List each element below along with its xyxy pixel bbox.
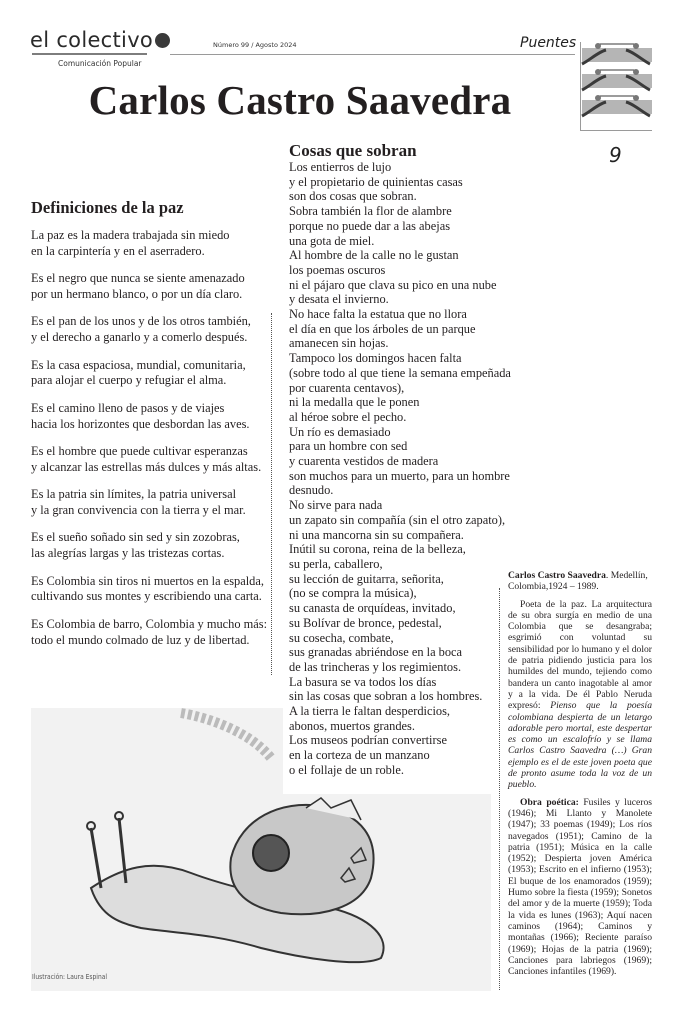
logo-underline	[32, 53, 147, 55]
poem-line: Es el camino lleno de pasos y de viajes	[31, 400, 225, 415]
poem-title-cosas: Cosas que sobran	[289, 141, 417, 160]
poem-line: son muchos para un muerto, para un hombre	[289, 468, 510, 483]
poem-line: (sobre todo al que tiene la semana empeñada	[289, 365, 511, 380]
poem-line: un zapato sin compañía (sin el otro zapato),	[289, 512, 506, 527]
poem-line: sus granadas abriéndose en la boca	[289, 645, 463, 660]
bio-works-paragraph	[508, 797, 652, 978]
poem-line: el día en que los árboles de un parque	[289, 321, 476, 336]
poem-line: Los entierros de lujo	[289, 160, 392, 174]
poem-line: Es el pan de los unos y de los otros también,	[31, 314, 251, 329]
logo-text: el colectivo	[30, 28, 154, 52]
poem-line: amanecen sin hojas.	[289, 336, 389, 351]
poem-line: para alojar el cuerpo y refugiar el alma.	[31, 373, 227, 388]
stanza	[31, 401, 271, 432]
poem-line: son dos cosas que sobran.	[289, 189, 417, 204]
poem-line: y el derecho a ganarlo y a comerlo después.	[31, 330, 248, 345]
stanza	[31, 617, 271, 648]
bio-works-label: Obra poética:	[520, 796, 579, 808]
poem-line: y cuarenta vestidos de madera	[289, 454, 439, 469]
poem-cosas-body	[289, 160, 514, 778]
poem-line: por un hermano blanco, o por un día claro.	[31, 286, 243, 301]
poem-line: Tampoco los domingos hacen falta	[289, 351, 462, 366]
poem-line: por cuarenta centavos),	[289, 380, 405, 395]
page-number: 9	[609, 143, 622, 167]
bridge-icon	[582, 43, 652, 64]
poem-line: (no se compra la música),	[289, 586, 417, 601]
poem-line: A la tierra le faltan desperdicios,	[289, 704, 451, 719]
bio-intro-paragraph	[508, 599, 652, 791]
poem-line: ni una mancorna sin su compañera.	[289, 527, 464, 542]
poem-line: y desata el invierno.	[289, 292, 389, 307]
illustration-credit: Ilustración: Laura Espinal	[32, 973, 108, 981]
poem-line: su Bolívar de bronce, pedestal,	[289, 615, 442, 630]
section-name: Puentes	[520, 35, 577, 51]
poem-line: cultivando sus montes y escribiendo una carta.	[31, 589, 262, 604]
poem-line: La basura se va todos los días	[289, 674, 437, 689]
poem-line: Es el negro que nunca se siente amenazado	[31, 271, 245, 286]
poem-line: La paz es la madera trabajada sin miedo	[31, 228, 230, 242]
bio-quote: Pienso que la poesía colombiana despierta de un letargo adorable pero mortal, este despertar es como un escalofrío y se llama Carlos Castro Saavedra (…) Gran ejemplo es el de este joven poeta que de pronto asume toda la voz de un pueblo.	[508, 700, 653, 791]
logo-tagline: Comunicación Popular	[58, 59, 142, 68]
column-divider	[271, 313, 272, 675]
poem-line: Los museos podrían convertirse	[289, 733, 447, 748]
stanza	[31, 574, 271, 605]
poem-line: desnudo.	[289, 483, 334, 498]
poem-line: Es el sueño soñado sin sed y sin zozobras,	[31, 530, 240, 545]
poem-line: Es la casa espaciosa, mundial, comunitaria,	[31, 357, 246, 372]
stanza	[31, 228, 271, 259]
poem-line: su cosecha, combate,	[289, 630, 394, 645]
logo-wordmark	[30, 27, 170, 53]
poem-definiciones-body	[31, 228, 271, 660]
poem-title-definiciones: Definiciones de la paz	[31, 198, 184, 217]
poem-line: hacia los horizontes que desbordan las aves.	[31, 416, 250, 431]
bio-header	[508, 570, 652, 593]
header-rule	[170, 54, 575, 55]
poem-line: su perla, caballero,	[289, 556, 383, 571]
poem-line: Un río es demasiado	[289, 424, 391, 439]
poem-line: los poemas oscuros	[289, 262, 386, 277]
poem-line: No sirve para nada	[289, 498, 383, 513]
poem-line: ni la medalla que le ponen	[289, 395, 420, 410]
bio-works: Fusiles y luceros (1946); Mi Llanto y Manolete (1947); 33 poemas (1949); Los ríos navegados (1951); Camino de la patria (1951); Música en la calle (1952); Despierta joven América (1953); Escrito en el infierno (1953); El buque de los enamorados (1959); Humo sobre la fiesta (1959); Sonetos del amor y de la muerte (1959); Toda la vida es lunes (1963); Aquí nacen caminos (1964); Caminos y montañas (1966); Reciente paraíso (1969); Hojas de la patria (1969); Canciones para labriegos (1969); Canciones infantiles (1969).	[508, 796, 652, 978]
poem-line: todo el mundo colmado de luz y de libertad.	[31, 632, 250, 647]
bio-origin: . Medellín, Colombia,1924 – 1989.	[508, 570, 648, 593]
poem-line: de las trincheras y los regimientos.	[289, 659, 462, 674]
poem-line: Es Colombia de barro, Colombia y mucho más:	[31, 616, 268, 631]
poem-line: las alegrías largas y las tristezas cortas.	[31, 546, 225, 561]
issue-info: Número 99 / Agosto 2024	[213, 41, 297, 49]
poem-line: Es el hombre que puede cultivar esperanzas	[31, 444, 248, 459]
poem-line: Sobra también la flor de alambre	[289, 204, 452, 219]
poem-line: Inútil su corona, reina de la belleza,	[289, 542, 466, 557]
stanza	[31, 530, 271, 561]
globe-icon	[155, 33, 170, 48]
poem-line: y la gran convivencia con la tierra y el mar.	[31, 502, 246, 517]
poem-line: sin las cosas que sobran a los hombres.	[289, 689, 483, 704]
article-title: Carlos Castro Saavedra	[88, 77, 512, 123]
poem-line: Es la patria sin límites, la patria universal	[31, 487, 237, 502]
poem-line: Es Colombia sin tiros ni muertos en la espalda,	[31, 573, 264, 588]
poem-line: o el follaje de un roble.	[289, 762, 404, 777]
bio-name: Carlos Castro Saavedra	[508, 570, 606, 581]
poem-line: abonos, muertos grandes.	[289, 718, 415, 733]
poem-line: No hace falta la estatua que no llora	[289, 307, 467, 322]
poem-line: porque no puede dar a las abejas	[289, 218, 451, 233]
poem-line: Al hombre de la calle no le gustan	[289, 248, 459, 263]
author-bio	[508, 570, 652, 983]
poem-line: en la corteza de un manzano	[289, 748, 430, 763]
poem-line: en la carpintería y en el aserradero.	[31, 243, 205, 258]
bio-intro: Poeta de la paz. La arquitectura de su obra surgía en medio de una Colombia que se desangraba; esgrimió con voluntad su sensibilidad por lo humano y el dolor de patria pidiendo justicia para los humildes del mundo, tejiendo como bandera un canto inagotable al amor y a la vida. De él Pablo Neruda expresó:	[508, 598, 652, 712]
stanza	[31, 314, 271, 345]
poem-line: para un hombre con sed	[289, 439, 408, 454]
poem-line: ni el pájaro que clava su pico en una nube	[289, 277, 497, 292]
stanza	[31, 271, 271, 302]
poem-line: una gota de miel.	[289, 233, 375, 248]
poem-line: su canasta de orquídeas, invitado,	[289, 601, 456, 616]
poem-line: y el propietario de quinientas casas	[289, 174, 463, 189]
poem-line: al héroe sobre el pecho.	[289, 409, 407, 424]
stanza	[31, 487, 271, 518]
stanza	[31, 358, 271, 389]
stanza	[31, 444, 271, 475]
poem-line: y alcanzar las estrellas más dulces y más altas.	[31, 459, 262, 474]
poem-line: su lección de guitarra, señorita,	[289, 571, 444, 586]
